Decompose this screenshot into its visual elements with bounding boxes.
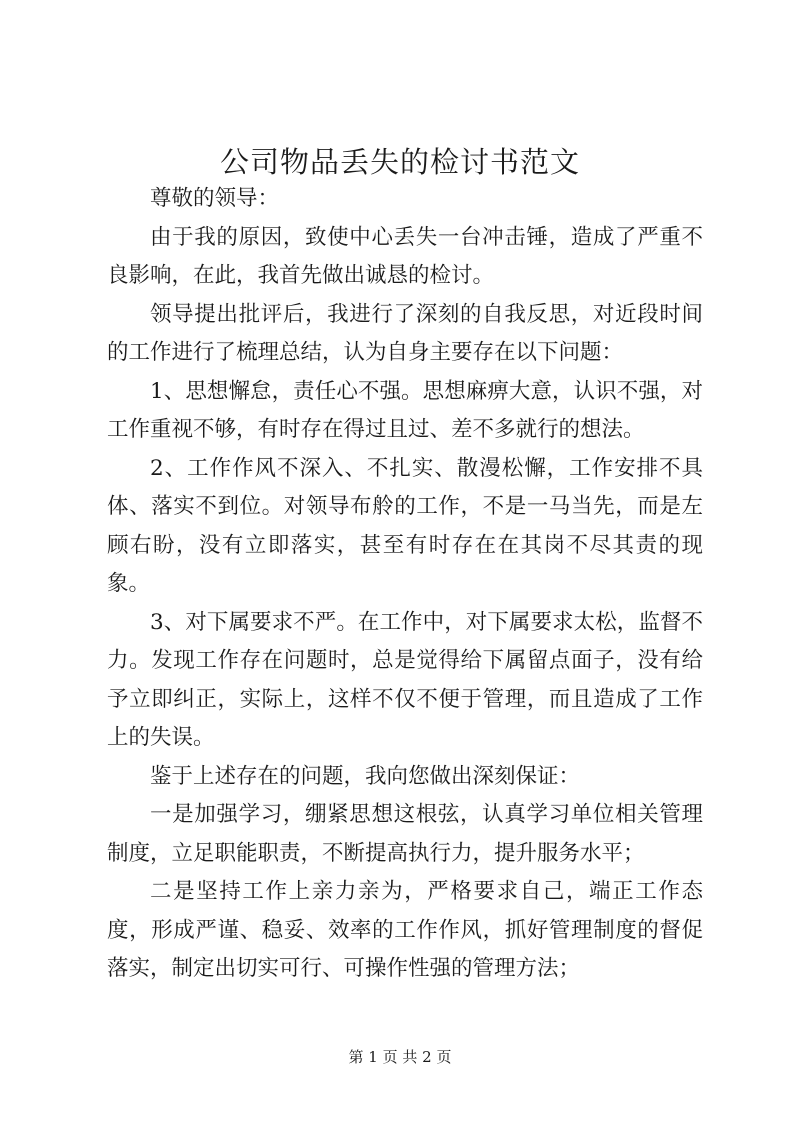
salutation: 尊敬的领导： xyxy=(150,186,280,211)
page-number-footer: 第 1 页 共 2 页 xyxy=(348,1048,452,1066)
paragraph-intro: 由于我的原因，致使中心丢失一台冲击锤，造成了严重不良影响，在此，我首先做出诚恳的检讨。 xyxy=(107,224,703,288)
paragraph-issue-2: 2、工作作风不深入、不扎实、散漫松懈，工作安排不具体、落实不到位。对领导布舲的工作，不是一马当先，而是左顾右盼，没有立即落实，甚至有时存在在其岗不尽其责的现象。 xyxy=(107,455,703,596)
paragraph-issue-1: 1、思想懈怠，责任心不强。思想麻痹大意，认识不强，对工作重视不够，有时存在得过且过、差不多就行的想法。 xyxy=(107,378,703,442)
paragraph-pledge-2: 二是坚持工作上亲力亲为，严格要求自己，端正工作态度，形成严谨、稳妥、效率的工作作风，抓好管理制度的督促落实，制定出切实可行、可操作性强的管理方法； xyxy=(107,879,703,981)
paragraph-pledge-intro: 鉴于上述存在的问题，我向您做出深刻保证： xyxy=(150,763,581,789)
document-title: 公司物品丢失的检讨书范文 xyxy=(219,145,580,179)
paragraph-issue-3: 3、对下属要求不严。在工作中，对下属要求太松，监督不力。发现工作存在问题时，总是觉得给下属留点面子，没有给予立即纠正，实际上，这样不仅不便于管理，而且造成了工作上的失误。 xyxy=(107,609,703,750)
document-body xyxy=(107,180,703,989)
paragraph-pledge-1: 一是加强学习，绷紧思想这根弦，认真学习单位相关管理制度，立足职能职责，不断提高执行力，提升服务水平； xyxy=(107,802,703,866)
paragraph-reflection: 领导提出批评后，我进行了深刻的自我反思，对近段时间的工作进行了梳理总结，认为自身主要存在以下问题： xyxy=(107,301,703,365)
